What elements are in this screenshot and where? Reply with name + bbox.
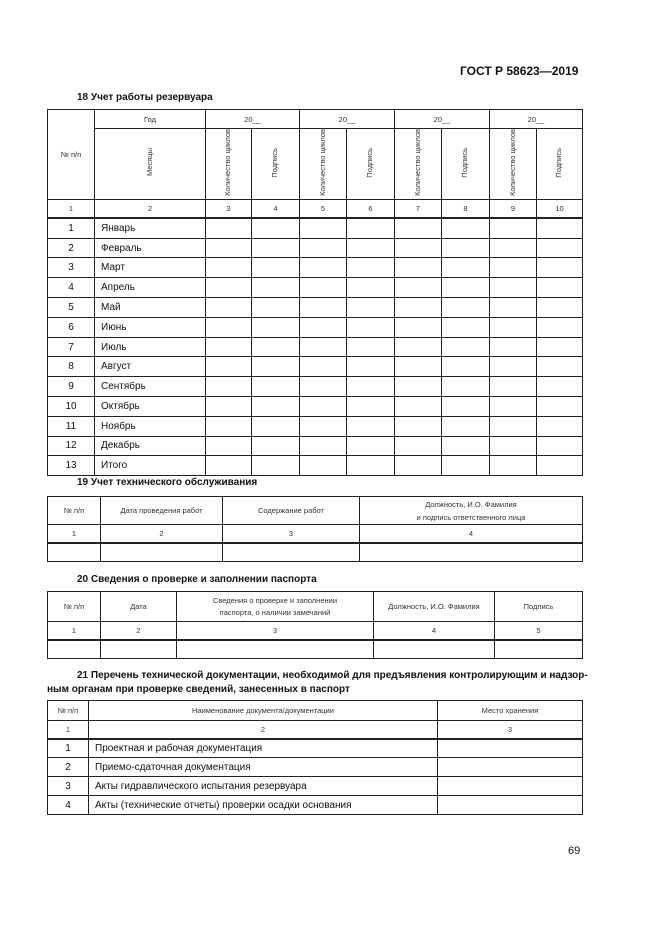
header-position: Должность, И.О. Фамилия [374, 592, 495, 622]
cycles-cell[interactable] [395, 278, 442, 298]
cycles-cell[interactable] [490, 317, 537, 337]
cycles-cell[interactable] [300, 436, 347, 456]
signature-cell[interactable] [442, 298, 490, 318]
signature-cell[interactable] [252, 258, 300, 278]
col-number: 10 [537, 199, 583, 218]
cycles-cell[interactable] [206, 317, 252, 337]
cycles-header: Количество циклов [223, 129, 233, 196]
header-date: Дата проведения работ [101, 497, 223, 525]
signature-cell[interactable] [442, 397, 490, 417]
empty-cell[interactable] [177, 640, 374, 659]
cycles-cell[interactable] [490, 397, 537, 417]
month-name: Январь [95, 218, 206, 238]
sign-header: Подпись [554, 147, 564, 178]
col-number: 1 [48, 525, 101, 543]
year-header: 20__ [206, 110, 300, 129]
cycles-cell[interactable] [300, 357, 347, 377]
table-row [48, 337, 583, 357]
signature-cell[interactable] [347, 456, 395, 476]
documentation-table [47, 700, 583, 815]
signature-cell[interactable] [537, 377, 583, 397]
cycles-cell[interactable] [206, 397, 252, 417]
cycles-cell[interactable] [206, 436, 252, 456]
signature-cell[interactable] [347, 278, 395, 298]
document-name: Акты гидравлического испытания резервуара [89, 777, 438, 796]
signature-cell[interactable] [442, 317, 490, 337]
row-number: 12 [48, 436, 95, 456]
header-signature: Подпись [495, 592, 583, 622]
signature-cell[interactable] [442, 456, 490, 476]
storage-cell[interactable] [438, 796, 583, 815]
col-number: 4 [360, 525, 583, 543]
signature-cell[interactable] [442, 218, 490, 238]
month-name: Апрель [95, 278, 206, 298]
cycles-cell[interactable] [300, 278, 347, 298]
signature-cell[interactable] [252, 238, 300, 258]
signature-cell[interactable] [442, 278, 490, 298]
signature-cell[interactable] [537, 436, 583, 456]
cycles-cell[interactable] [300, 397, 347, 417]
signature-cell[interactable] [347, 337, 395, 357]
cycles-cell[interactable] [300, 416, 347, 436]
table-row [48, 397, 583, 417]
col-number: 2 [101, 525, 223, 543]
cycles-cell[interactable] [395, 258, 442, 278]
empty-cell[interactable] [101, 543, 223, 562]
signature-cell[interactable] [347, 397, 395, 417]
empty-cell[interactable] [48, 543, 101, 562]
year-header: 20__ [300, 110, 395, 129]
subheader-row [48, 129, 583, 200]
empty-cell[interactable] [374, 640, 495, 659]
col-year-header: Год [95, 110, 206, 129]
cycles-cell[interactable] [490, 337, 537, 357]
table-row [48, 377, 583, 397]
cycles-cell[interactable] [395, 456, 442, 476]
signature-cell[interactable] [347, 317, 395, 337]
header-check-info-line1: Сведения о проверке и заполнении [212, 595, 338, 605]
cycles-cell[interactable] [490, 377, 537, 397]
section-21-title-line2: ным органам при проверке сведений, занесенных в паспорт [47, 684, 350, 695]
cycles-cell[interactable] [300, 218, 347, 238]
row-number: 5 [48, 298, 95, 318]
row-number: 8 [48, 357, 95, 377]
cycles-cell[interactable] [490, 436, 537, 456]
cycles-cell[interactable] [206, 298, 252, 318]
row-number: 4 [48, 278, 95, 298]
page-number: 69 [568, 845, 581, 857]
signature-cell[interactable] [442, 357, 490, 377]
section-19-title: 19 Учет технического обслуживания [77, 477, 258, 488]
section-18-title: 18 Учет работы резервуара [77, 92, 213, 103]
table-row [48, 796, 583, 815]
signature-cell[interactable] [347, 357, 395, 377]
row-number: 4 [48, 796, 89, 815]
cycles-cell[interactable] [206, 218, 252, 238]
signature-cell[interactable] [347, 416, 395, 436]
col-number: 1 [48, 622, 101, 640]
cycles-cell[interactable] [206, 278, 252, 298]
reservoir-operation-table [47, 109, 583, 476]
month-name: Май [95, 298, 206, 318]
col-number: 2 [101, 622, 177, 640]
col-no-header: № п/п [48, 110, 95, 200]
cycles-cell[interactable] [206, 258, 252, 278]
row-number: 9 [48, 377, 95, 397]
row-number: 11 [48, 416, 95, 436]
cycles-header: Количество циклов [507, 129, 517, 196]
header-responsible-line2: и подпись ответственного лица [416, 512, 526, 522]
col-months-header: Месяцы [144, 148, 154, 177]
signature-cell[interactable] [537, 416, 583, 436]
cycles-cell[interactable] [206, 357, 252, 377]
month-name: Итого [95, 456, 206, 476]
header-responsible-line1: Должность, И.О. Фамилия [425, 499, 517, 509]
cycles-cell[interactable] [206, 337, 252, 357]
section-21-title-line1: 21 Перечень технической документации, необходимой для предъявления контролирующим и надзор- [77, 670, 588, 681]
table-row [48, 357, 583, 377]
row-number: 2 [48, 758, 89, 777]
col-number: 1 [48, 199, 95, 218]
col-number: 3 [223, 525, 360, 543]
signature-cell[interactable] [537, 317, 583, 337]
empty-cell[interactable] [223, 543, 360, 562]
cycles-cell[interactable] [490, 456, 537, 476]
col-number: 6 [347, 199, 395, 218]
year-header: 20__ [395, 110, 490, 129]
table-row [48, 317, 583, 337]
empty-cell[interactable] [101, 640, 177, 659]
col-number: 7 [395, 199, 442, 218]
signature-cell[interactable] [252, 436, 300, 456]
sign-header: Подпись [270, 147, 280, 178]
signature-cell[interactable] [252, 298, 300, 318]
cycles-cell[interactable] [300, 377, 347, 397]
year-header: 20__ [490, 110, 583, 129]
header-no: № п/п [48, 701, 89, 721]
cycles-cell[interactable] [395, 218, 442, 238]
col-number: 8 [442, 199, 490, 218]
standard-header: ГОСТ Р 58623—2019 [460, 64, 579, 78]
cycles-cell[interactable] [395, 436, 442, 456]
table-row [48, 218, 583, 238]
document-name: Приемо-сдаточная документация [89, 758, 438, 777]
signature-cell[interactable] [252, 397, 300, 417]
cycles-cell[interactable] [300, 238, 347, 258]
signature-cell[interactable] [252, 456, 300, 476]
col-number: 4 [374, 622, 495, 640]
cycles-cell[interactable] [490, 258, 537, 278]
table-row [48, 278, 583, 298]
maintenance-table [47, 496, 583, 562]
month-name: Июль [95, 337, 206, 357]
col-number: 3 [177, 622, 374, 640]
cycles-cell[interactable] [490, 357, 537, 377]
month-name: Декабрь [95, 436, 206, 456]
header-no: № п/п [48, 497, 101, 525]
row-number: 13 [48, 456, 95, 476]
signature-cell[interactable] [252, 416, 300, 436]
header-content: Содержание работ [223, 497, 360, 525]
empty-cell[interactable] [360, 543, 583, 562]
section-20-title: 20 Сведения о проверке и заполнении паспорта [77, 574, 317, 585]
cycles-cell[interactable] [300, 337, 347, 357]
cycles-cell[interactable] [395, 416, 442, 436]
cycles-cell[interactable] [300, 456, 347, 476]
col-number: 5 [300, 199, 347, 218]
column-numbers-row [48, 199, 583, 218]
signature-cell[interactable] [252, 218, 300, 238]
signature-cell[interactable] [252, 357, 300, 377]
cycles-cell[interactable] [395, 337, 442, 357]
table-row [48, 758, 583, 777]
cycles-cell[interactable] [395, 298, 442, 318]
signature-cell[interactable] [442, 436, 490, 456]
signature-cell[interactable] [347, 238, 395, 258]
cycles-cell[interactable] [395, 377, 442, 397]
signature-cell[interactable] [442, 377, 490, 397]
storage-cell[interactable] [438, 777, 583, 796]
header-storage: Место хранения [438, 701, 583, 721]
table-row [48, 543, 583, 562]
header-date: Дата [101, 592, 177, 622]
cycles-cell[interactable] [206, 238, 252, 258]
signature-cell[interactable] [537, 278, 583, 298]
table-row [48, 238, 583, 258]
signature-cell[interactable] [347, 258, 395, 278]
row-number: 1 [48, 739, 89, 758]
signature-cell[interactable] [537, 218, 583, 238]
signature-cell[interactable] [442, 238, 490, 258]
cycles-cell[interactable] [395, 357, 442, 377]
signature-cell[interactable] [252, 317, 300, 337]
storage-cell[interactable] [438, 739, 583, 758]
col-number: 3 [206, 199, 252, 218]
cycles-cell[interactable] [300, 317, 347, 337]
signature-cell[interactable] [537, 238, 583, 258]
signature-cell[interactable] [537, 357, 583, 377]
signature-cell[interactable] [442, 416, 490, 436]
table-row [48, 436, 583, 456]
signature-cell[interactable] [347, 377, 395, 397]
cycles-cell[interactable] [490, 416, 537, 436]
month-name: Ноябрь [95, 416, 206, 436]
signature-cell[interactable] [347, 436, 395, 456]
row-number: 3 [48, 777, 89, 796]
signature-cell[interactable] [252, 337, 300, 357]
header-doc-name: Наименование документа/документации [89, 701, 438, 721]
table-row [48, 416, 583, 436]
col-number: 2 [89, 721, 438, 739]
header-check-info-line2: паспорта, о наличии замечаний [219, 607, 331, 617]
table-row [48, 258, 583, 278]
table-row [48, 739, 583, 758]
cycles-cell[interactable] [490, 278, 537, 298]
signature-cell[interactable] [537, 456, 583, 476]
document-name: Проектная и рабочая документация [89, 739, 438, 758]
row-number: 10 [48, 397, 95, 417]
col-number: 3 [438, 721, 583, 739]
passport-check-table [47, 591, 583, 659]
row-number: 3 [48, 258, 95, 278]
col-number: 5 [495, 622, 583, 640]
month-name: Октябрь [95, 397, 206, 417]
cycles-cell[interactable] [490, 238, 537, 258]
signature-cell[interactable] [537, 258, 583, 278]
row-number: 1 [48, 218, 95, 238]
month-name: Август [95, 357, 206, 377]
cycles-cell[interactable] [300, 258, 347, 278]
table-row [48, 640, 583, 659]
cycles-cell[interactable] [490, 218, 537, 238]
month-name: Март [95, 258, 206, 278]
row-number: 6 [48, 317, 95, 337]
row-number: 7 [48, 337, 95, 357]
cycles-cell[interactable] [206, 416, 252, 436]
empty-cell[interactable] [48, 640, 101, 659]
row-number: 2 [48, 238, 95, 258]
sign-header: Подпись [365, 147, 375, 178]
header-responsible [360, 497, 583, 525]
signature-cell[interactable] [252, 377, 300, 397]
col-number: 2 [95, 199, 206, 218]
signature-cell[interactable] [442, 337, 490, 357]
sign-header: Подпись [460, 147, 470, 178]
month-name: Февраль [95, 238, 206, 258]
cycles-header: Количество циклов [412, 129, 422, 196]
month-name: Июнь [95, 317, 206, 337]
header-check-info [177, 592, 374, 622]
month-name: Сентябрь [95, 377, 206, 397]
storage-cell[interactable] [438, 758, 583, 777]
cycles-cell[interactable] [395, 238, 442, 258]
cycles-cell[interactable] [395, 397, 442, 417]
signature-cell[interactable] [347, 218, 395, 238]
signature-cell[interactable] [442, 258, 490, 278]
signature-cell[interactable] [537, 337, 583, 357]
col-number: 9 [490, 199, 537, 218]
table-row [48, 777, 583, 796]
table-row [48, 298, 583, 318]
document-name: Акты (технические отчеты) проверки осадки основания [89, 796, 438, 815]
table-row [48, 456, 583, 476]
cycles-cell[interactable] [490, 298, 537, 318]
col-number: 4 [252, 199, 300, 218]
signature-cell[interactable] [347, 298, 395, 318]
cycles-cell[interactable] [300, 298, 347, 318]
cycles-cell[interactable] [206, 456, 252, 476]
signature-cell[interactable] [537, 298, 583, 318]
cycles-header: Количество циклов [317, 129, 327, 196]
empty-cell[interactable] [495, 640, 583, 659]
cycles-cell[interactable] [395, 317, 442, 337]
cycles-cell[interactable] [206, 377, 252, 397]
header-no: № п/п [48, 592, 101, 622]
signature-cell[interactable] [537, 397, 583, 417]
signature-cell[interactable] [252, 278, 300, 298]
col-number: 1 [48, 721, 89, 739]
